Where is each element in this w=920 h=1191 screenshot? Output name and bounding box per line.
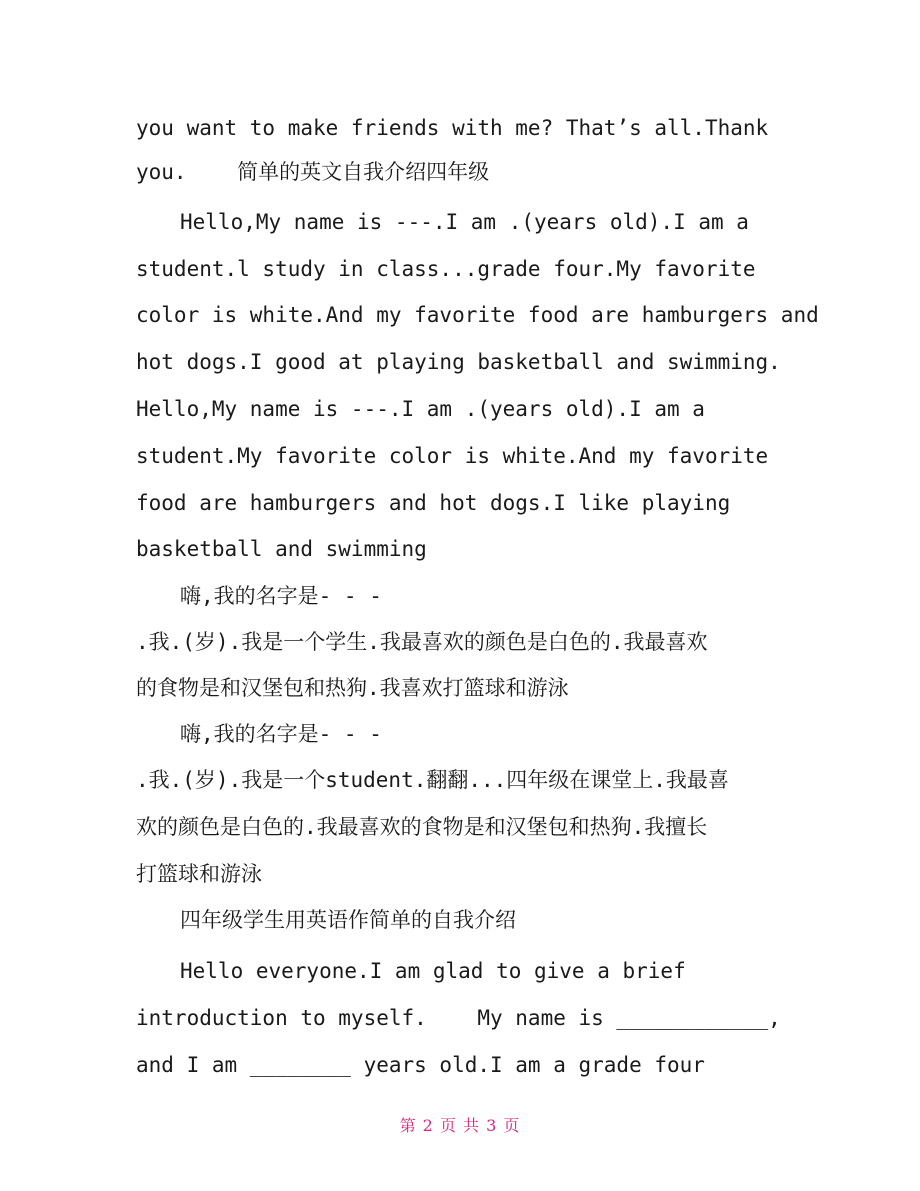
text-line: food are hamburgers and hot dogs.I like playing [136,491,731,515]
text-line: .我.(岁).我是一个学生.我最喜欢的颜色是白色的.我最喜欢 [136,630,708,654]
page-number-footer: 第 2 页 共 3 页 [399,1116,521,1135]
text-line: 嗨,我的名字是- - - [180,584,382,608]
text-line: you want to make friends with me? That’s all.Thank [136,116,769,140]
text-line: basketball and swimming [136,537,427,561]
text-line: 嗨,我的名字是- - - [180,722,382,746]
text-line: student.My favorite color is white.And my favorite [136,444,769,468]
text-line: Hello everyone.I am glad to give a brief [180,959,686,983]
text-line: 的食物是和汉堡包和热狗.我喜欢打篮球和游泳 [136,676,569,700]
text-line: hot dogs.I good at playing basketball and swimming. [136,350,781,374]
text-line: Hello,My name is ---.I am .(years old).I am a [180,210,749,234]
text-line: Hello,My name is ---.I am .(years old).I am a [136,397,705,421]
section-heading: 四年级学生用英语作简单的自我介绍 [180,908,516,932]
text-line: and I am ________ years old.I am a grade four [136,1053,705,1077]
text-line: you. 简单的英文自我介绍四年级 [136,160,490,184]
text-line: 打篮球和游泳 [136,862,262,886]
text-line: introduction to myself. My name is ____________, [136,1006,781,1030]
text-line: color is white.And my favorite food are hamburgers and [136,303,819,327]
text-line: .我.(岁).我是一个student.翻翻...四年级在课堂上.我最喜 [136,768,729,792]
text-line: 欢的颜色是白色的.我最喜欢的食物是和汉堡包和热狗.我擅长 [136,815,708,839]
text-line: student.l study in class...grade four.My favorite [136,257,756,281]
